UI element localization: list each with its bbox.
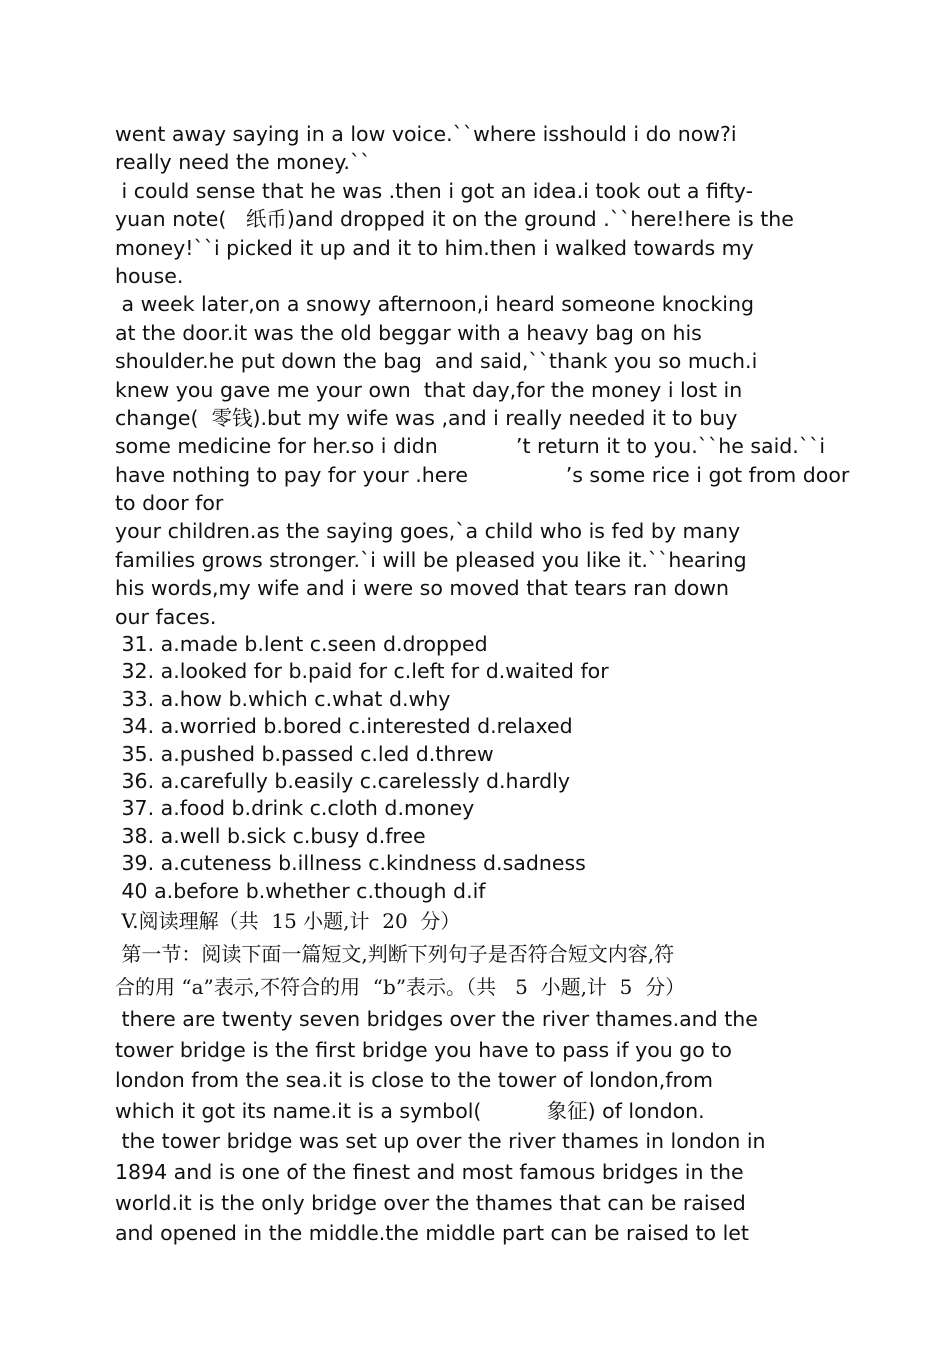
option-item: 33. a.how b.which c.what d.why xyxy=(115,686,451,711)
option-item: 37. a.food b.drink c.cloth d.money xyxy=(115,796,475,821)
text-line: his words,my wife and i were so moved that tears ran down xyxy=(115,576,729,601)
text-line: our faces. xyxy=(115,604,217,629)
text-line: some medicine for her.so i didn ’t return it to you.``he said.``i xyxy=(115,434,826,459)
text-line: there are twenty seven bridges over the river thames.and the xyxy=(115,1006,758,1031)
option-item: 36. a.carefully b.easily c.carelessly d.hardly xyxy=(115,768,571,793)
option-item: 39. a.cuteness b.illness c.kindness d.sadness xyxy=(115,851,586,876)
text-line: a week later,on a snowy afternoon,i heard someone knocking xyxy=(115,292,755,317)
text-line: went away saying in a low voice.``where isshould i do now?i xyxy=(115,122,737,146)
text-line: world.it is the only bridge over the thames that can be raised xyxy=(115,1190,746,1215)
answer-options-list xyxy=(115,631,915,905)
text-line: london from the sea.it is close to the tower of london,from xyxy=(115,1068,713,1093)
text-line: i could sense that he was .then i got an idea.i took out a fifty- xyxy=(115,178,753,203)
option-item: 31. a.made b.lent c.seen d.dropped xyxy=(115,632,488,657)
option-item: 38. a.well b.sick c.busy d.free xyxy=(115,823,426,848)
text-line: to door for xyxy=(115,491,224,516)
text-line: at the door.it was the old beggar with a heavy bag on his xyxy=(115,320,702,345)
section-heading: V.阅读理解（共 15 小题,计 20 分） xyxy=(115,908,461,933)
instructions-line: 第一节：阅读下面一篇短文,判断下列句子是否符合短文内容,符 xyxy=(115,941,675,966)
text-line: house. xyxy=(115,263,184,288)
option-item: 35. a.pushed b.passed c.led d.threw xyxy=(115,741,494,766)
text-line: yuan note( 纸币)and dropped it on the ground .``here!here is the xyxy=(115,207,794,232)
instructions-line: 合的用 “a”表示,不符合的用 “b”表示。（共 5 小题,计 5 分） xyxy=(115,974,686,999)
text-line: the tower bridge was set up over the river thames in london in xyxy=(115,1129,766,1154)
option-item: 34. a.worried b.bored c.interested d.relaxed xyxy=(115,714,573,739)
document-page xyxy=(115,120,915,1249)
text-line: knew you gave me your own that day,for the money i lost in xyxy=(115,377,743,402)
text-line: money!``i picked it up and it to him.then i walked towards my xyxy=(115,235,754,260)
text-line: change( 零钱).but my wife was ,and i really needed it to buy xyxy=(115,405,738,430)
text-line: your children.as the saying goes,`a child who is fed by many xyxy=(115,519,741,544)
text-line: which it got its name.it is a symbol( 象征) of london. xyxy=(115,1098,705,1123)
text-line: tower bridge is the first bridge you have to pass if you go to xyxy=(115,1037,732,1062)
option-item: 40 a.before b.whether c.though d.if xyxy=(115,878,486,903)
text-line: families grows stronger.`i will be pleased you like it.``hearing xyxy=(115,547,747,572)
text-line: shoulder.he put down the bag and said,``thank you so much.i xyxy=(115,349,758,374)
story-passage xyxy=(115,120,915,631)
text-line: have nothing to pay for your .here ’s some rice i got from door xyxy=(115,462,850,487)
text-line: 1894 and is one of the finest and most famous bridges in the xyxy=(115,1159,744,1184)
reading-passage xyxy=(115,1004,915,1249)
text-line: really need the money.`` xyxy=(115,150,371,175)
text-line: and opened in the middle.the middle part can be raised to let xyxy=(115,1221,749,1246)
option-item: 32. a.looked for b.paid for c.left for d.waited for xyxy=(115,659,609,684)
